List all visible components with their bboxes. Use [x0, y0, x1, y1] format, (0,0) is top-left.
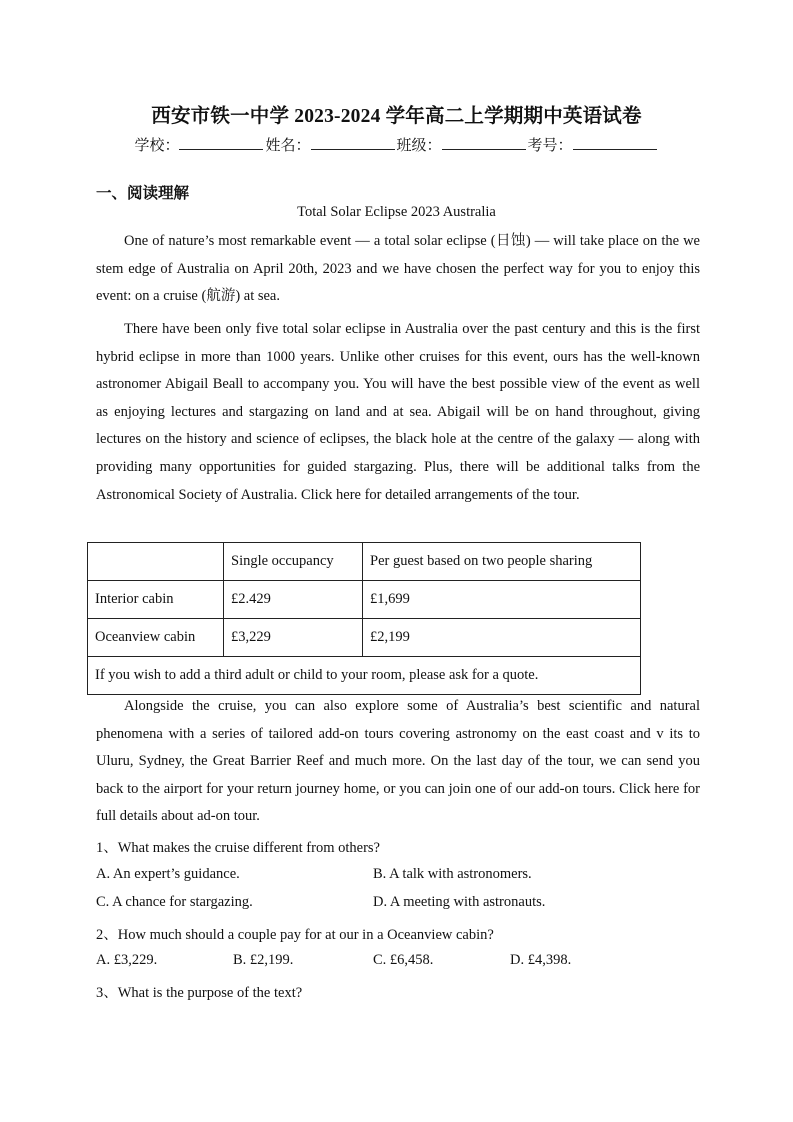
- exam-number-blank[interactable]: [573, 135, 657, 150]
- question-1-option-c[interactable]: C. A chance for stargazing.: [96, 894, 253, 910]
- table-cell: Interior cabin: [88, 581, 224, 619]
- passage-paragraph-2: There have been only five total solar eclipse in Australia over the past century and this is the first hybrid eclipse in more than 1000 years. Unlike other cruises for this event, ours has the well-known astronomer Abigail Beall to accompany you. You will have the best possible view of the event as well as enjoying lectures and stargazing on land and at sea. Abigail will be on hand throughout, giving lectures on the history and science of eclipses, the black hole at the centre of the galaxy — along with providing many opportunities for guided stargazing. Plus, there will be additional talks from the Astronomical Society of Australia. Click here for detailed arrangements of the tour.: [96, 321, 700, 503]
- class-blank[interactable]: [442, 135, 526, 150]
- table-header-cell: [88, 543, 224, 581]
- passage-title: Total Solar Eclipse 2023 Australia: [297, 204, 496, 220]
- price-table: [87, 542, 641, 695]
- name-label: 姓名：: [265, 138, 311, 154]
- question-2-option-a[interactable]: A. £3,229.: [96, 952, 158, 968]
- table-note-row: [88, 657, 641, 695]
- table-cell: Oceanview cabin: [88, 619, 224, 657]
- passage-paragraph-1: One of nature’s most remarkable event — a total solar eclipse (日蚀) — will take place on the we stem edge of Australia on April 20th, 2023 and we have chosen the perfect way for you to enjoy this event: on a cruise (航游) at sea.: [96, 233, 700, 305]
- section-heading: 一、阅读理解: [96, 185, 190, 202]
- table-row: [88, 581, 641, 619]
- table-header-row: [88, 543, 641, 581]
- class-label: 班级：: [396, 138, 442, 154]
- school-label: 学校：: [134, 138, 180, 154]
- exam-title: 西安市铁一中学 2023-2024 学年高二上学期期中英语试卷: [151, 106, 642, 127]
- table-cell: £2.429: [224, 581, 363, 619]
- question-1-option-a[interactable]: A. An expert’s guidance.: [96, 866, 240, 882]
- question-1-option-b[interactable]: B. A talk with astronomers.: [373, 866, 532, 882]
- passage-paragraph-3: Alongside the cruise, you can also explore some of Australia’s best scientific and natural phenomena with a series of tailored add-on tours covering astronomy on the east coast and v its to Uluru, Sydney, the Great Barrier Reef and much more. On the last day of the tour, we can send you back to the airport for your return journey home, or you can join one of our add-on tours. Click here for full details about ad-on tour.: [96, 698, 700, 825]
- question-2: 2、How much should a couple pay for at our in a Oceanview cabin?: [96, 927, 494, 943]
- school-blank[interactable]: [179, 135, 263, 150]
- question-2-option-d[interactable]: D. £4,398.: [510, 952, 572, 968]
- question-1: 1、What makes the cruise different from others?: [96, 840, 380, 856]
- question-1-option-d[interactable]: D. A meeting with astronauts.: [373, 894, 546, 910]
- table-cell: £1,699: [363, 581, 641, 619]
- question-2-option-b[interactable]: B. £2,199.: [233, 952, 294, 968]
- table-cell: £3,229: [224, 619, 363, 657]
- question-3: 3、What is the purpose of the text?: [96, 985, 303, 1001]
- exam-number-label: 考号：: [527, 138, 573, 154]
- name-blank[interactable]: [311, 135, 395, 150]
- table-cell: £2,199: [363, 619, 641, 657]
- student-info-line: [0, 134, 793, 155]
- question-2-option-c[interactable]: C. £6,458.: [373, 952, 434, 968]
- table-header-cell: Single occupancy: [224, 543, 363, 581]
- table-row: [88, 619, 641, 657]
- table-note: If you wish to add a third adult or child to your room, please ask for a quote.: [88, 657, 641, 695]
- table-header-cell: Per guest based on two people sharing: [363, 543, 641, 581]
